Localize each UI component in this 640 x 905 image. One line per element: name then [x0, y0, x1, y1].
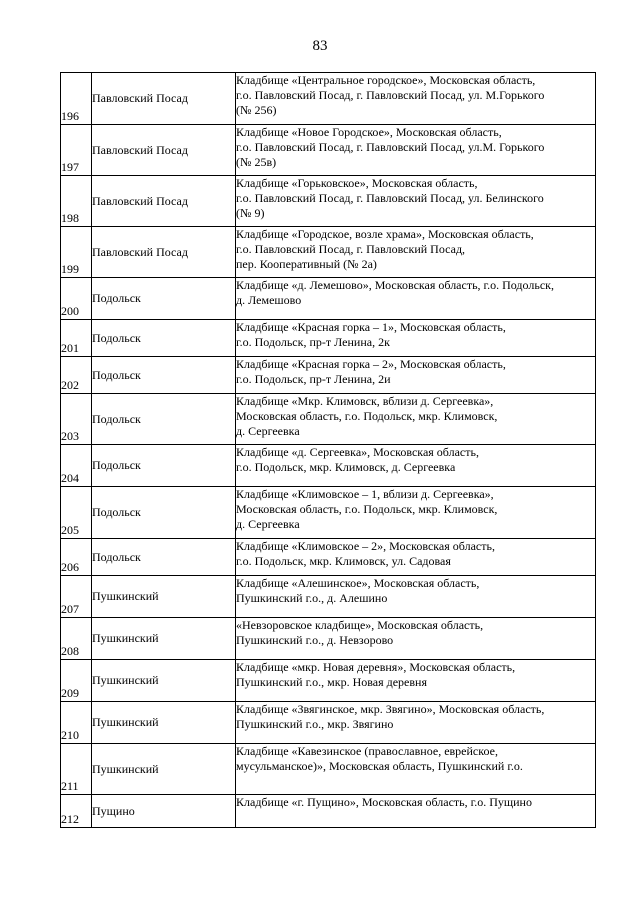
- row-description: [236, 702, 596, 744]
- row-location: Пушкинский: [92, 744, 236, 795]
- row-number: 202: [61, 357, 92, 394]
- row-number: 205: [61, 487, 92, 539]
- table-row: [61, 320, 596, 357]
- description-line: г.о. Павловский Посад, г. Павловский Посад, ул. М.Горького: [236, 88, 545, 102]
- row-description: [236, 227, 596, 278]
- row-location: Пущино: [92, 795, 236, 828]
- table-row: [61, 227, 596, 278]
- description-line: Кладбище «Климовское – 2», Московская область,: [236, 539, 495, 553]
- row-description: [236, 660, 596, 702]
- table-row: [61, 73, 596, 125]
- description-line: Пушкинский г.о., д. Невзорово: [236, 633, 394, 647]
- table-row: [61, 278, 596, 320]
- description-line: Кладбище «д. Лемешово», Московская область, г.о. Подольск,: [236, 278, 554, 292]
- table-row: [61, 176, 596, 227]
- description-line: Пушкинский г.о., д. Алешино: [236, 591, 388, 605]
- description-line: г.о. Павловский Посад, г. Павловский Посад, ул.М. Горького: [236, 140, 545, 154]
- row-description: [236, 576, 596, 618]
- row-location: Подольск: [92, 539, 236, 576]
- table-body: [61, 73, 596, 828]
- description-line: Пушкинский г.о., мкр. Звягино: [236, 717, 394, 731]
- description-line: Кладбище «Горьковское», Московская область,: [236, 176, 478, 190]
- description-line: Кладбище «Климовское – 1, вблизи д. Сергеевка»,: [236, 487, 494, 501]
- row-location: Подольск: [92, 445, 236, 487]
- row-description: [236, 73, 596, 125]
- row-description: [236, 487, 596, 539]
- row-description: [236, 278, 596, 320]
- row-location: Пушкинский: [92, 660, 236, 702]
- description-line: Кладбище «Мкр. Климовск, вблизи д. Сергеевка»,: [236, 394, 494, 408]
- row-description: [236, 176, 596, 227]
- description-line: пер. Кооперативный (№ 2а): [236, 257, 377, 271]
- row-number: 196: [61, 73, 92, 125]
- row-number: 210: [61, 702, 92, 744]
- row-location: Пушкинский: [92, 702, 236, 744]
- table-row: [61, 576, 596, 618]
- row-description: [236, 357, 596, 394]
- row-number: 203: [61, 394, 92, 445]
- description-line: д. Лемешово: [236, 293, 302, 307]
- row-number: 199: [61, 227, 92, 278]
- description-line: «Невзоровское кладбище», Московская область,: [236, 618, 484, 632]
- row-location: Павловский Посад: [92, 176, 236, 227]
- table-row: [61, 660, 596, 702]
- cemetery-table: [60, 72, 596, 828]
- row-location: Подольск: [92, 487, 236, 539]
- description-line: г.о. Подольск, мкр. Климовск, д. Сергеевка: [236, 460, 456, 474]
- row-location: Подольск: [92, 320, 236, 357]
- row-description: [236, 744, 596, 795]
- row-description: [236, 125, 596, 176]
- table-row: [61, 125, 596, 176]
- description-line: (№ 9): [236, 206, 265, 220]
- row-location: Павловский Посад: [92, 125, 236, 176]
- table-row: [61, 445, 596, 487]
- description-line: д. Сергеевка: [236, 517, 300, 531]
- row-number: 200: [61, 278, 92, 320]
- row-number: 209: [61, 660, 92, 702]
- description-line: Кладбище «Новое Городское», Московская область,: [236, 125, 502, 139]
- row-number: 206: [61, 539, 92, 576]
- table-row: [61, 539, 596, 576]
- description-line: Кладбище «д. Сергеевка», Московская область,: [236, 445, 479, 459]
- row-number: 204: [61, 445, 92, 487]
- row-location: Пушкинский: [92, 618, 236, 660]
- description-line: (№ 256): [236, 103, 277, 117]
- description-line: мусульманское)», Московская область, Пушкинский г.о.: [236, 759, 523, 773]
- description-line: Пушкинский г.о., мкр. Новая деревня: [236, 675, 427, 689]
- description-line: Кладбище «Центральное городское», Московская область,: [236, 73, 536, 87]
- description-line: (№ 25в): [236, 155, 277, 169]
- row-location: Подольск: [92, 357, 236, 394]
- description-line: Кладбище «Алешинское», Московская область,: [236, 576, 480, 590]
- row-number: 208: [61, 618, 92, 660]
- description-line: г.о. Павловский Посад, г. Павловский Посад,: [236, 242, 466, 256]
- description-line: Кладбище «мкр. Новая деревня», Московская область,: [236, 660, 516, 674]
- description-line: Кладбище «Красная горка – 2», Московская область,: [236, 357, 506, 371]
- description-line: Кладбище «Звягинское, мкр. Звягино», Московская область,: [236, 702, 545, 716]
- description-line: г.о. Подольск, мкр. Климовск, ул. Садовая: [236, 554, 451, 568]
- description-line: Кладбище «Красная горка – 1», Московская область,: [236, 320, 506, 334]
- description-line: г.о. Павловский Посад, г. Павловский Посад, ул. Белинского: [236, 191, 544, 205]
- description-line: Кладбище «г. Пущино», Московская область, г.о. Пущино: [236, 795, 532, 809]
- table-row: [61, 744, 596, 795]
- row-location: Павловский Посад: [92, 227, 236, 278]
- table-row: [61, 487, 596, 539]
- row-number: 201: [61, 320, 92, 357]
- row-description: [236, 539, 596, 576]
- description-line: Кладбище «Городское, возле храма», Московская область,: [236, 227, 534, 241]
- row-description: [236, 618, 596, 660]
- table-row: [61, 394, 596, 445]
- row-description: [236, 394, 596, 445]
- description-line: Кладбище «Кавезинское (православное, еврейское,: [236, 744, 498, 758]
- row-description: [236, 320, 596, 357]
- row-number: 212: [61, 795, 92, 828]
- row-number: 211: [61, 744, 92, 795]
- row-location: Подольск: [92, 394, 236, 445]
- description-line: Московская область, г.о. Подольск, мкр. Климовск,: [236, 409, 498, 423]
- row-description: [236, 795, 596, 828]
- row-number: 197: [61, 125, 92, 176]
- description-line: Московская область, г.о. Подольск, мкр. Климовск,: [236, 502, 498, 516]
- row-number: 207: [61, 576, 92, 618]
- table-row: [61, 357, 596, 394]
- row-location: Пушкинский: [92, 576, 236, 618]
- table-row: [61, 702, 596, 744]
- description-line: д. Сергеевка: [236, 424, 300, 438]
- description-line: г.о. Подольск, пр-т Ленина, 2и: [236, 372, 391, 386]
- row-description: [236, 445, 596, 487]
- row-location: Павловский Посад: [92, 73, 236, 125]
- table-row: [61, 795, 596, 828]
- row-number: 198: [61, 176, 92, 227]
- table-row: [61, 618, 596, 660]
- description-line: г.о. Подольск, пр-т Ленина, 2к: [236, 335, 390, 349]
- page-number: 83: [312, 38, 328, 54]
- row-location: Подольск: [92, 278, 236, 320]
